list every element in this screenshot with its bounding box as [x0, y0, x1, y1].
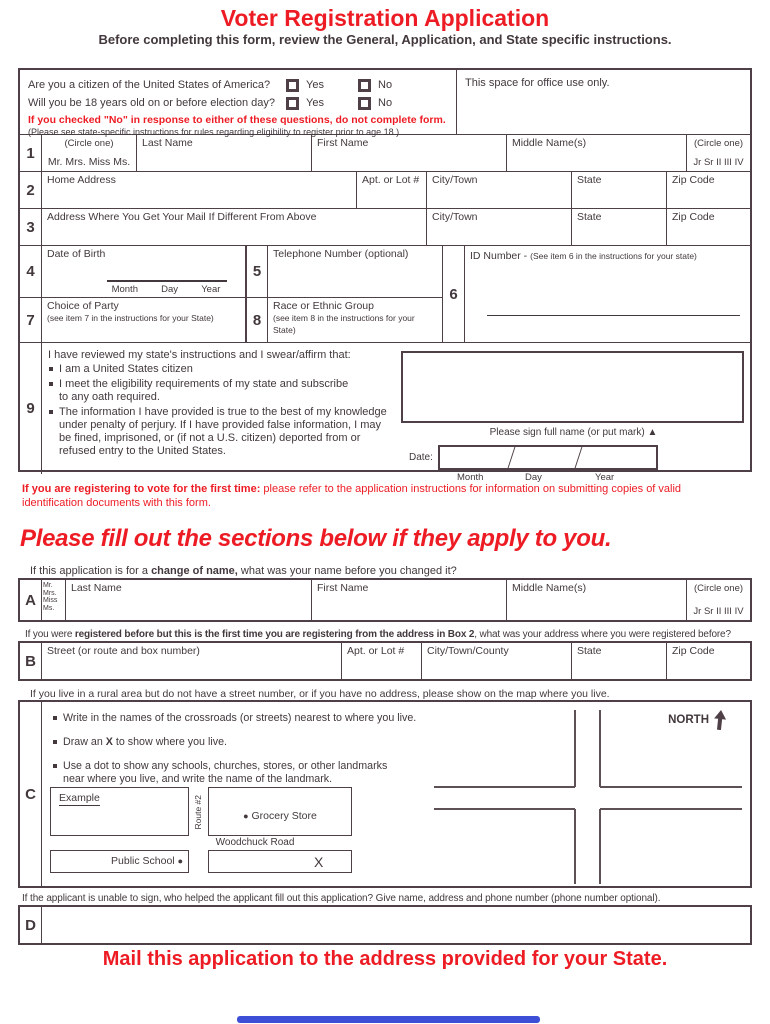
section-a-intro-pre: If this application is for a [30, 565, 152, 577]
map-bullet-3-text: Use a dot to show any schools, churches, stores, or other landmarks near where you live, and write the name of the landmark. [63, 760, 388, 785]
id-number-note: (See item 6 in the instructions for your state) [530, 251, 697, 261]
party-field[interactable] [42, 298, 246, 342]
map-instructions [52, 712, 444, 788]
affirmation-bullet-3-text: The information I have provided is true to the best of my knowledge under penalty of perjury. If I have provided false information, I may be fined, imprisoned, or (if not a U.S. citizen) deported from or refused entry to the United States. [59, 406, 387, 457]
last-name-label: Last Name [142, 137, 193, 149]
first-name-label: First Name [317, 137, 369, 149]
middle-name-field[interactable] [507, 135, 687, 171]
prev-suffix-cell[interactable] [687, 580, 750, 620]
age-question: Will you be 18 years old on or before election day? [28, 97, 276, 109]
signature-hint [397, 427, 750, 438]
age-no-checkbox[interactable] [358, 97, 371, 110]
row6-number: 6 [443, 246, 465, 342]
dob-write-line[interactable] [107, 280, 227, 282]
prev-zip-field[interactable] [667, 643, 750, 679]
map-example [50, 787, 352, 875]
title-miss: Miss [43, 597, 58, 604]
state-label: State [577, 174, 602, 186]
citizen-question-row [28, 77, 456, 93]
age-note-text: (Please see state-specific instructions for rules regarding eligibility to register prior to age 18.) [28, 127, 400, 137]
mail-instruction: Mail this application to the address provided for your State. [102, 948, 668, 970]
date-row [409, 445, 658, 470]
no-warning-text: If you checked "No" in response to either of these questions, do not complete form. [28, 114, 446, 126]
example-x-cell [208, 850, 352, 873]
first-name-label: First Name [317, 582, 369, 594]
date-of-birth-field[interactable] [42, 246, 246, 297]
zip-label: Zip Code [672, 211, 715, 223]
section-b-intro-bold: registered before but this is the first time you are registering from the address in Box 2 [74, 629, 475, 640]
date-divider-slash [508, 447, 516, 468]
mail-address-field[interactable] [42, 209, 427, 245]
suffix-circle-cell[interactable] [687, 135, 750, 171]
bullet-square-icon [49, 382, 53, 386]
section-b-intro [25, 629, 731, 640]
first-time-notice-bold: If you are registering to vote for the first time: [22, 483, 261, 495]
citizen-no-checkbox[interactable] [358, 79, 371, 92]
row-mail-address [20, 208, 750, 245]
affirmation-bullet-2 [48, 378, 393, 404]
bullet-square-icon [49, 367, 53, 371]
party-label: Choice of Party [47, 300, 119, 313]
section-a-letter: A [20, 580, 42, 620]
helper-info-field[interactable] [42, 907, 750, 943]
id-number-field[interactable] [465, 246, 750, 342]
home-address-field[interactable] [42, 172, 357, 208]
row3-number: 3 [20, 209, 42, 245]
row7-number: 7 [20, 298, 42, 342]
prev-middle-name-field[interactable] [507, 580, 687, 620]
citizen-yes-checkbox[interactable] [286, 79, 299, 92]
affirmation-intro: I have reviewed my state's instructions and I swear/affirm that: [48, 349, 351, 361]
title-ms: Ms. [43, 604, 55, 612]
first-time-notice [22, 482, 734, 510]
city-county-label: City/Town/County [427, 645, 509, 657]
affirmation-bullet-3 [48, 406, 393, 458]
signature-up-arrow-icon: ▲ [647, 427, 658, 438]
year-label: Year [595, 472, 615, 483]
prev-state-field[interactable] [572, 643, 667, 679]
example-grocery-cell [208, 787, 352, 836]
row4-number: 4 [20, 246, 42, 297]
map-bullet-1 [52, 712, 444, 725]
rows-4-to-8 [20, 245, 750, 342]
last-name-field[interactable] [137, 135, 312, 171]
apt-label: Apt. or Lot # [347, 645, 405, 657]
crossroads-map-area[interactable] [420, 704, 750, 888]
date-label: Date: [409, 452, 433, 463]
section-c-intro: If you live in a rural area but do not have a street number, or if you have no address, please show on the map where you live. [30, 688, 610, 700]
prev-street-field[interactable] [42, 643, 342, 679]
section-c-box [18, 700, 752, 888]
section-c-letter: C [20, 702, 42, 886]
apt-field[interactable] [357, 172, 427, 208]
first-time-notice-rest: please refer to the application instructions for information on submitting copies of valid identification documents with this form. [22, 483, 682, 509]
public-school-label: Public School [111, 855, 175, 867]
bullet-square-icon [49, 410, 53, 414]
age-question-row [28, 95, 456, 111]
woodchuck-road-label: Woodchuck Road [215, 837, 295, 848]
section-a-box [18, 578, 752, 622]
date-of-birth-label: Date of Birth [47, 248, 106, 260]
row8-number: 8 [246, 298, 268, 342]
map-bullet-1-text: Write in the names of the crossroads (or streets) nearest to where you live. [63, 712, 417, 724]
affirmation-bullet-1-text: I am a United States citizen [59, 363, 193, 375]
prev-first-name-field[interactable] [312, 580, 507, 620]
telephone-label: Telephone Number (optional) [273, 248, 409, 260]
city-label: City/Town [432, 211, 478, 223]
example-top-left-cell [50, 787, 189, 836]
citizen-yes-label: Yes [306, 79, 324, 91]
page-title: Voter Registration Application [220, 5, 550, 31]
bullet-square-icon [53, 764, 57, 768]
bottom-progress-bar [237, 1016, 540, 1023]
state-label: State [577, 211, 602, 223]
home-address-label: Home Address [47, 174, 116, 186]
title-mrs: Mrs. [43, 589, 57, 597]
name-titles-label: Mr. Mrs. Miss Ms. [47, 156, 131, 168]
eligibility-questions [20, 70, 457, 137]
city-label: City/Town [432, 174, 478, 186]
affirmation-bullet-1 [48, 363, 393, 376]
last-name-label: Last Name [71, 582, 122, 594]
row9-number: 9 [20, 343, 42, 474]
section-a-intro [30, 565, 457, 577]
example-school-cell [50, 850, 189, 873]
street-label: Street (or route and box number) [47, 645, 200, 657]
state-field[interactable] [572, 172, 667, 208]
example-label: Example [59, 792, 100, 804]
zip-field[interactable] [667, 209, 750, 245]
row1-number: 1 [20, 135, 42, 171]
main-form-box [18, 68, 752, 483]
section-a-intro-post: what was your name before you changed it? [237, 565, 457, 577]
apt-label: Apt. or Lot # [362, 174, 420, 186]
section-d-letter: D [20, 907, 42, 943]
section-b-box [18, 641, 752, 681]
zip-label: Zip Code [672, 645, 715, 657]
dob-mdy-labels [100, 284, 232, 295]
section-d-box [18, 905, 752, 945]
mail-address-label: Address Where You Get Your Mail If Different From Above [47, 211, 317, 223]
race-label: Race or Ethnic Group [273, 300, 374, 313]
middle-name-label: Middle Name(s) [512, 137, 587, 149]
age-no-label: No [378, 97, 393, 109]
prev-apt-field[interactable] [342, 643, 422, 679]
circle-one-label: (Circle one) [693, 583, 744, 594]
id-number-label: ID Number - [470, 250, 528, 262]
section-a-titles [42, 580, 66, 620]
section-d-intro: If the applicant is unable to sign, who helped the applicant fill out this application? Give name, address and phone number (phone number optional). [22, 893, 661, 904]
section-b-letter: B [20, 643, 42, 679]
year-label: Year [201, 284, 221, 296]
state-label: State [577, 645, 602, 657]
zip-field[interactable] [667, 172, 750, 208]
id-write-line[interactable] [487, 315, 740, 316]
city-field[interactable] [427, 172, 572, 208]
date-divider-slash [575, 447, 583, 468]
title-mr: Mr. [43, 582, 53, 589]
landmark-dot-icon: ● [177, 856, 183, 866]
citizen-question: Are you a citizen of the United States of America? [28, 79, 271, 91]
middle-name-label: Middle Name(s) [512, 582, 587, 594]
grocery-store-label: Grocery Store [251, 810, 317, 822]
route-2-label: Route #2 [192, 794, 203, 830]
prev-city-field[interactable] [422, 643, 572, 679]
map-bullet-3 [52, 760, 444, 786]
name-title-circle-cell[interactable] [42, 135, 137, 171]
north-label: NORTH [668, 714, 709, 726]
row-home-address [20, 171, 750, 208]
age-yes-label: Yes [306, 97, 324, 109]
day-label: Day [525, 472, 542, 483]
city-field[interactable] [427, 209, 572, 245]
landmark-dot-icon: ● [243, 811, 249, 821]
month-label: Month [457, 472, 484, 483]
row-name [20, 134, 750, 171]
age-yes-checkbox[interactable] [286, 97, 299, 110]
telephone-field[interactable] [268, 246, 442, 297]
apply-sections-heading: Please fill out the sections below if they apply to you. [20, 525, 612, 552]
bullet-square-icon [53, 716, 57, 720]
route-2-road [187, 788, 208, 836]
circle-one-label: (Circle one) [693, 138, 744, 149]
section-b-intro-pre: If you were [25, 629, 75, 640]
section-a-intro-bold: change of name, [151, 565, 238, 577]
party-note: (see item 7 in the instructions for your State) [47, 313, 214, 324]
row5-number: 5 [246, 246, 268, 297]
day-label: Day [161, 284, 179, 296]
suffix-options-label: Jr Sr II III IV [693, 606, 744, 617]
month-label: Month [111, 284, 138, 296]
race-field[interactable] [268, 298, 442, 342]
state-field[interactable] [572, 209, 667, 245]
prev-last-name-field[interactable] [66, 580, 312, 620]
date-box[interactable] [438, 445, 658, 470]
map-bullet-2-text: Draw an X to show where you live. [63, 736, 227, 748]
section-b-intro-post: , what was your address where you were registered before? [474, 629, 731, 640]
map-bullet-2 [52, 736, 444, 749]
signature-hint-text: Please sign full name (or put mark) [489, 427, 645, 438]
suffix-options-label: Jr Sr II III IV [693, 157, 744, 168]
row-affirmation [20, 342, 750, 483]
eligibility-section [20, 70, 750, 137]
first-name-field[interactable] [312, 135, 507, 171]
page-subtitle: Before completing this form, review the General, Application, and State specific instructions. [98, 32, 672, 47]
signature-box[interactable] [401, 351, 744, 423]
race-note: (see item 8 in the instructions for your State) [273, 313, 415, 336]
bullet-square-icon [53, 740, 57, 744]
example-x-mark: X [314, 854, 324, 870]
row2-number: 2 [20, 172, 42, 208]
affirmation-bullet-2-text: I meet the eligibility requirements of my state and subscribe to any oath required. [59, 378, 349, 403]
office-use-area: This space for office use only. [465, 77, 610, 89]
circle-one-label: (Circle one) [64, 138, 114, 149]
zip-label: Zip Code [672, 174, 715, 186]
citizen-no-label: No [378, 79, 393, 91]
